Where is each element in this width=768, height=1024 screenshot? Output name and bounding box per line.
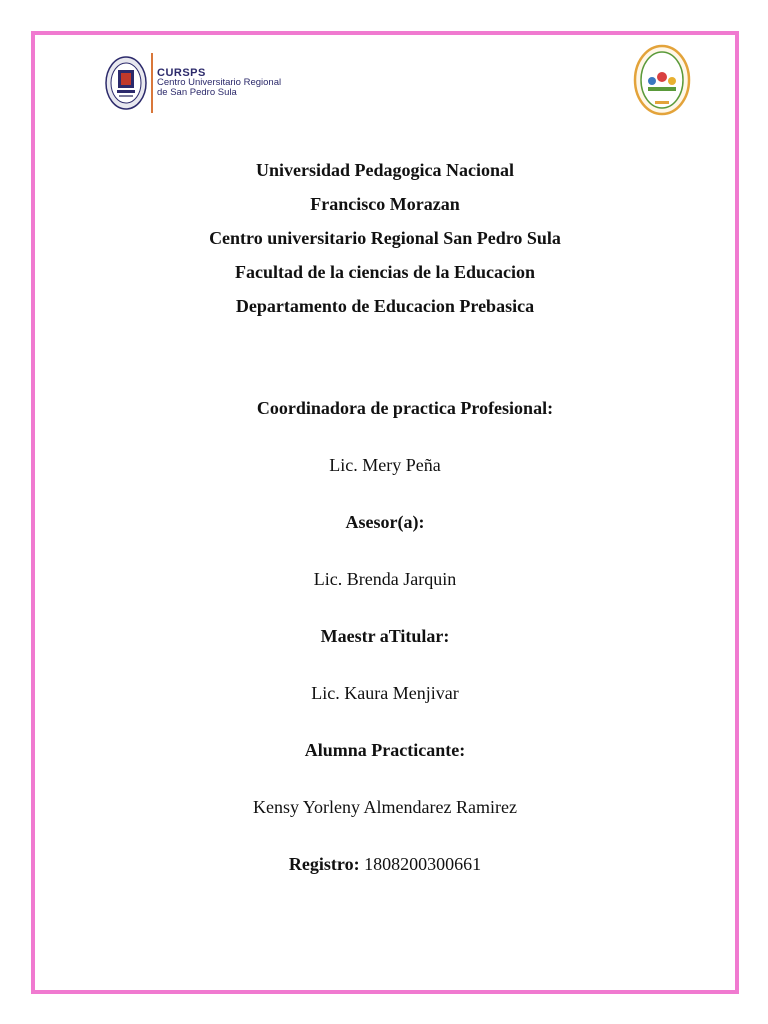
page-frame [31,31,739,994]
university-name-2: Francisco Morazan [310,194,460,214]
registro-label: Registro: [288,854,360,874]
logo-name-line1: Centro Universitario Regional [157,77,282,88]
registro-value: 1808200300661 [364,854,482,874]
center-name: Centro universitario Regional San Pedro Sula [209,228,561,248]
coordinator-label: Coordinadora de practica Profesional: [256,398,554,418]
coordinator-name: Lic. Mery Peña [329,455,441,475]
advisor-name: Lic. Brenda Jarquin [313,569,457,589]
department-logo-icon [633,43,691,117]
practice-info [35,380,735,893]
student-label: Alumna Practicante: [304,740,466,760]
university-name: Universidad Pedagogica Nacional [255,160,514,180]
teacher-name: Lic. Kaura Menjivar [311,683,459,703]
cursps-logo [105,53,281,113]
faculty-name: Facultad de la ciencias de la Educacion [234,262,535,282]
registro-line [35,836,735,893]
logo-text [157,68,281,98]
institution-header [35,153,735,323]
teacher-label: Maestr aTitular: [320,626,450,646]
advisor-label: Asesor(a): [345,512,425,532]
logo-divider [151,53,153,113]
logo-name-line2: de San Pedro Sula [157,87,237,98]
department-name: Departamento de Educacion Prebasica [235,296,535,316]
student-name: Kensy Yorleny Almendarez Ramirez [253,797,517,817]
logo-acronym: CURSPS [157,67,206,79]
university-seal-icon [105,56,147,110]
